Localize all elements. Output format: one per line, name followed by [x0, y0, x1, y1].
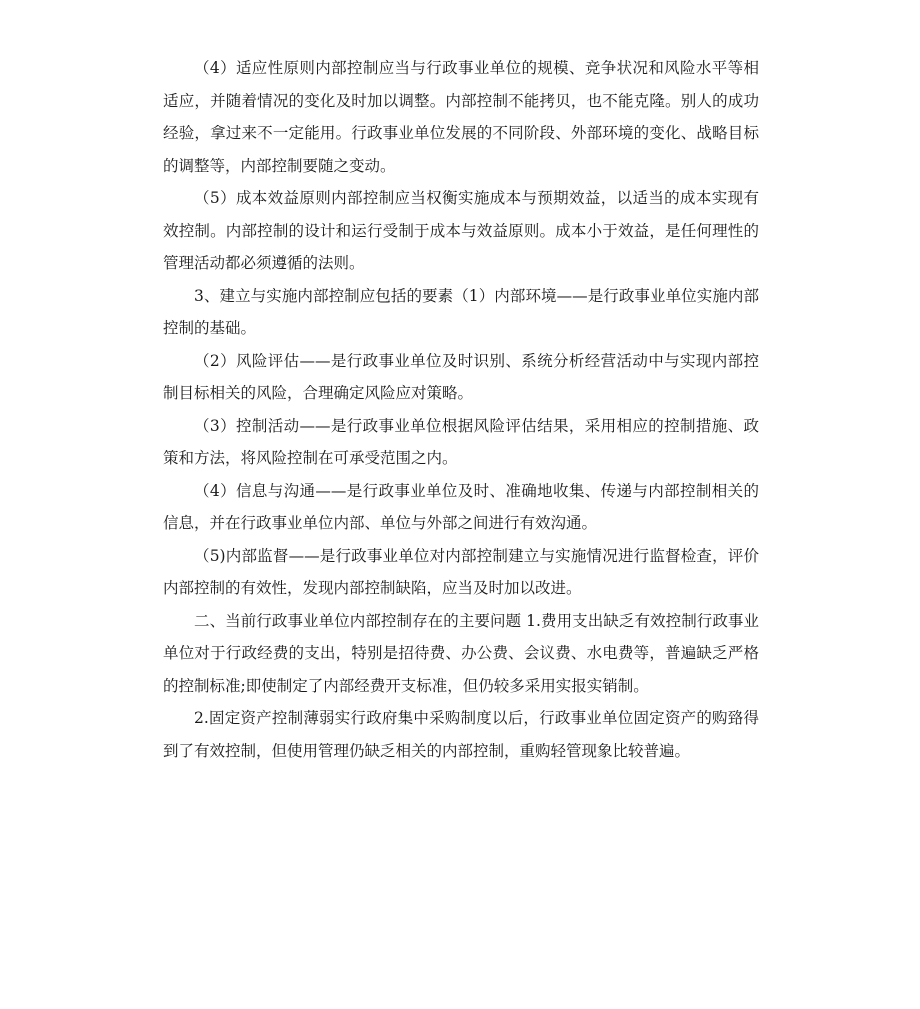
paragraph-adaptability-principle: （4）适应性原则内部控制应当与行政事业单位的规模、竞争状况和风险水平等相适应，并随着情况的变化及时加以调整。内部控制不能拷贝，也不能克隆。别人的成功经验，拿过来不一定能用。行政事业单位发展的不同阶段、外部环境的变化、战略目标的调整等，内部控制要随之变动。 [163, 59, 759, 175]
document-body [163, 52, 759, 767]
paragraph-main-problems-expenses: 二、当前行政事业单位内部控制存在的主要问题 1.费用支出缺乏有效控制行政事业单位对于行政经费的支出，特别是招待费、办公费、会议费、水电费等，普遍缺乏严格的控制标准;即使制定了内部经费开支标准，但仍较多采用实报实销制。 [163, 611, 759, 695]
paragraph-control-elements-internal-environment: 3、建立与实施内部控制应包括的要素（1）内部环境——是行政事业单位实施内部控制的基础。 [163, 286, 759, 337]
paragraph-control-activities: （3）控制活动——是行政事业单位根据风险评估结果，采用相应的控制措施、政策和方法，将风险控制在可承受范围之内。 [163, 416, 759, 467]
paragraph-risk-assessment: （2）风险评估——是行政事业单位及时识别、系统分析经营活动中与实现内部控制目标相关的风险，合理确定风险应对策略。 [163, 351, 759, 402]
paragraph-information-communication: （4）信息与沟通——是行政事业单位及时、准确地收集、传递与内部控制相关的信息，并在行政事业单位内部、单位与外部之间进行有效沟通。 [163, 481, 759, 532]
paragraph-internal-supervision: （5)内部监督——是行政事业单位对内部控制建立与实施情况进行监督检查，评价内部控制的有效性，发现内部控制缺陷，应当及时加以改进。 [163, 546, 759, 597]
paragraph-fixed-assets-control: 2.固定资产控制薄弱实行政府集中采购制度以后，行政事业单位固定资产的购臵得到了有效控制，但使用管理仍缺乏相关的内部控制，重购轻管现象比较普遍。 [163, 709, 759, 760]
paragraph-cost-benefit-principle: （5）成本效益原则内部控制应当权衡实施成本与预期效益，以适当的成本实现有效控制。内部控制的设计和运行受制于成本与效益原则。成本小于效益，是任何理性的管理活动都必须遵循的法则。 [163, 189, 759, 272]
